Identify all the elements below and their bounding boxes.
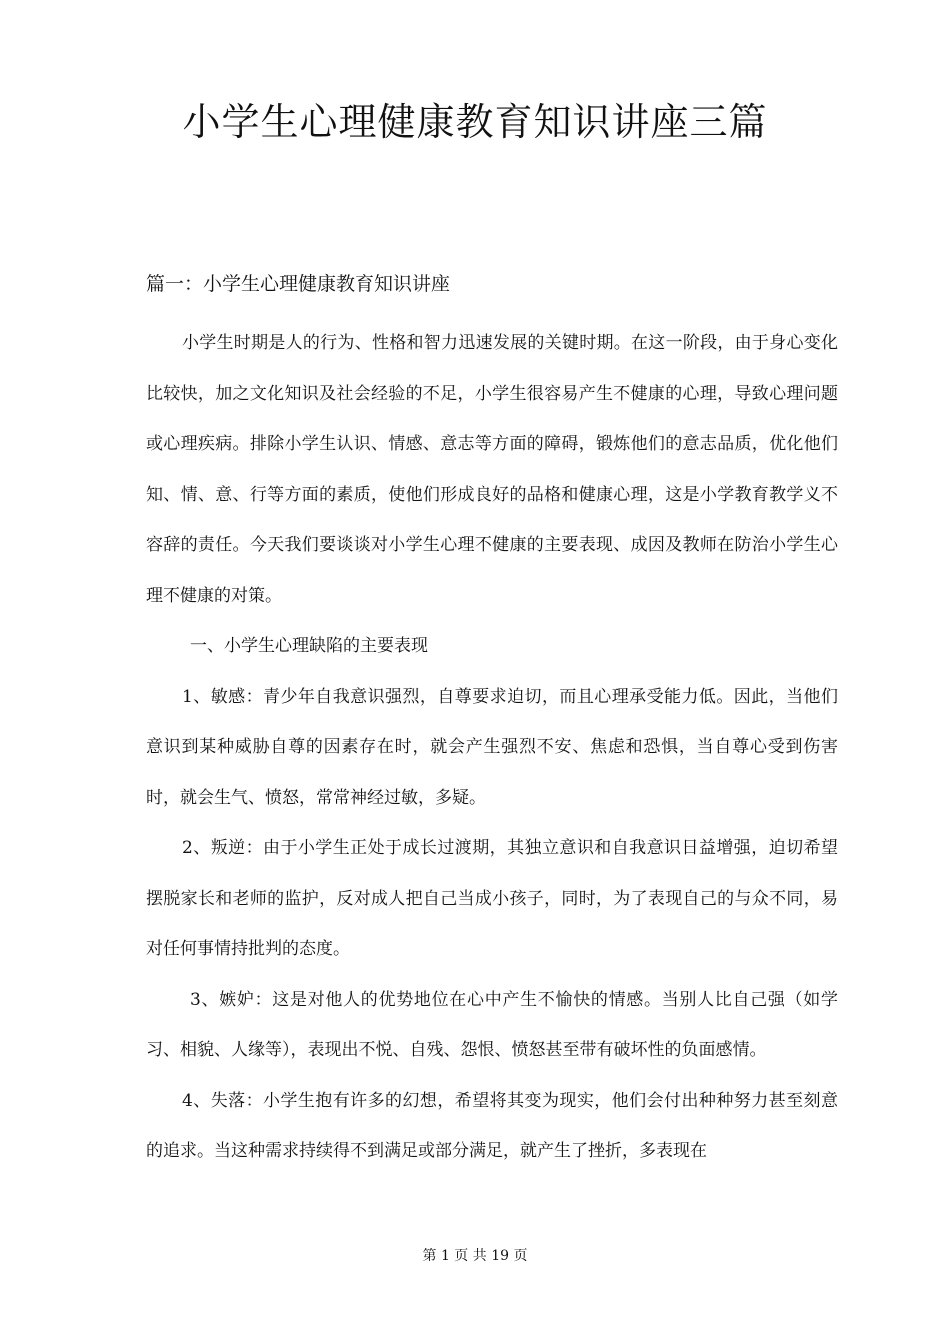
subheading-main-symptoms: 一、小学生心理缺陷的主要表现 [190, 636, 428, 656]
paragraph-rebellious: 2、叛逆：由于小学生正处于成长过渡期，其独立意识和自我意识日益增强，迫切希望摆脱家长和老师的监护，反对成人把自己当成小孩子，同时，为了表现自己的与众不同，易对任何事情持批判的态度。 [146, 838, 838, 959]
paragraph-jealousy: 3、嫉妒：这是对他人的优势地位在心中产生不愉快的情感。当别人比自己强（如学习、相貌、人缘等），表现出不悦、自残、怨恨、愤怒甚至带有破坏性的负面感情。 [146, 989, 838, 1060]
paragraph-intro: 小学生时期是人的行为、性格和智力迅速发展的关键时期。在这一阶段，由于身心变化比较快，加之文化知识及社会经验的不足，小学生很容易产生不健康的心理，导致心理问题或心理疾病。排除小学生认识、情感、意志等方面的障碍，锻炼他们的意志品质，优化他们知、情、意、行等方面的素质，使他们形成良好的品格和健康心理，这是小学教育教学义不容辞的责任。今天我们要谈谈对小学生心理不健康的主要表现、成因及教师在防治小学生心理不健康的对策。 [146, 333, 838, 606]
paragraph-disappointment: 4、失落：小学生抱有许多的幻想，希望将其变为现实，他们会付出种种努力甚至刻意的追求。当这种需求持续得不到满足或部分满足，就产生了挫折，多表现在 [146, 1090, 838, 1161]
paragraph-sensitive: 1、敏感：青少年自我意识强烈，自尊要求迫切，而且心理承受能力低。因此，当他们意识到某种威胁自尊的因素存在时，就会产生强烈不安、焦虑和恐惧，当自尊心受到伤害时，就会生气、愤怒，常常神经过敏，多疑。 [146, 686, 838, 808]
document-body [146, 318, 838, 1177]
section-heading: 篇一：小学生心理健康教育知识讲座 [146, 273, 451, 295]
page-number-footer: 第 1 页 共 19 页 [422, 1248, 528, 1264]
document-title: 小学生心理健康教育知识讲座三篇 [182, 100, 768, 144]
